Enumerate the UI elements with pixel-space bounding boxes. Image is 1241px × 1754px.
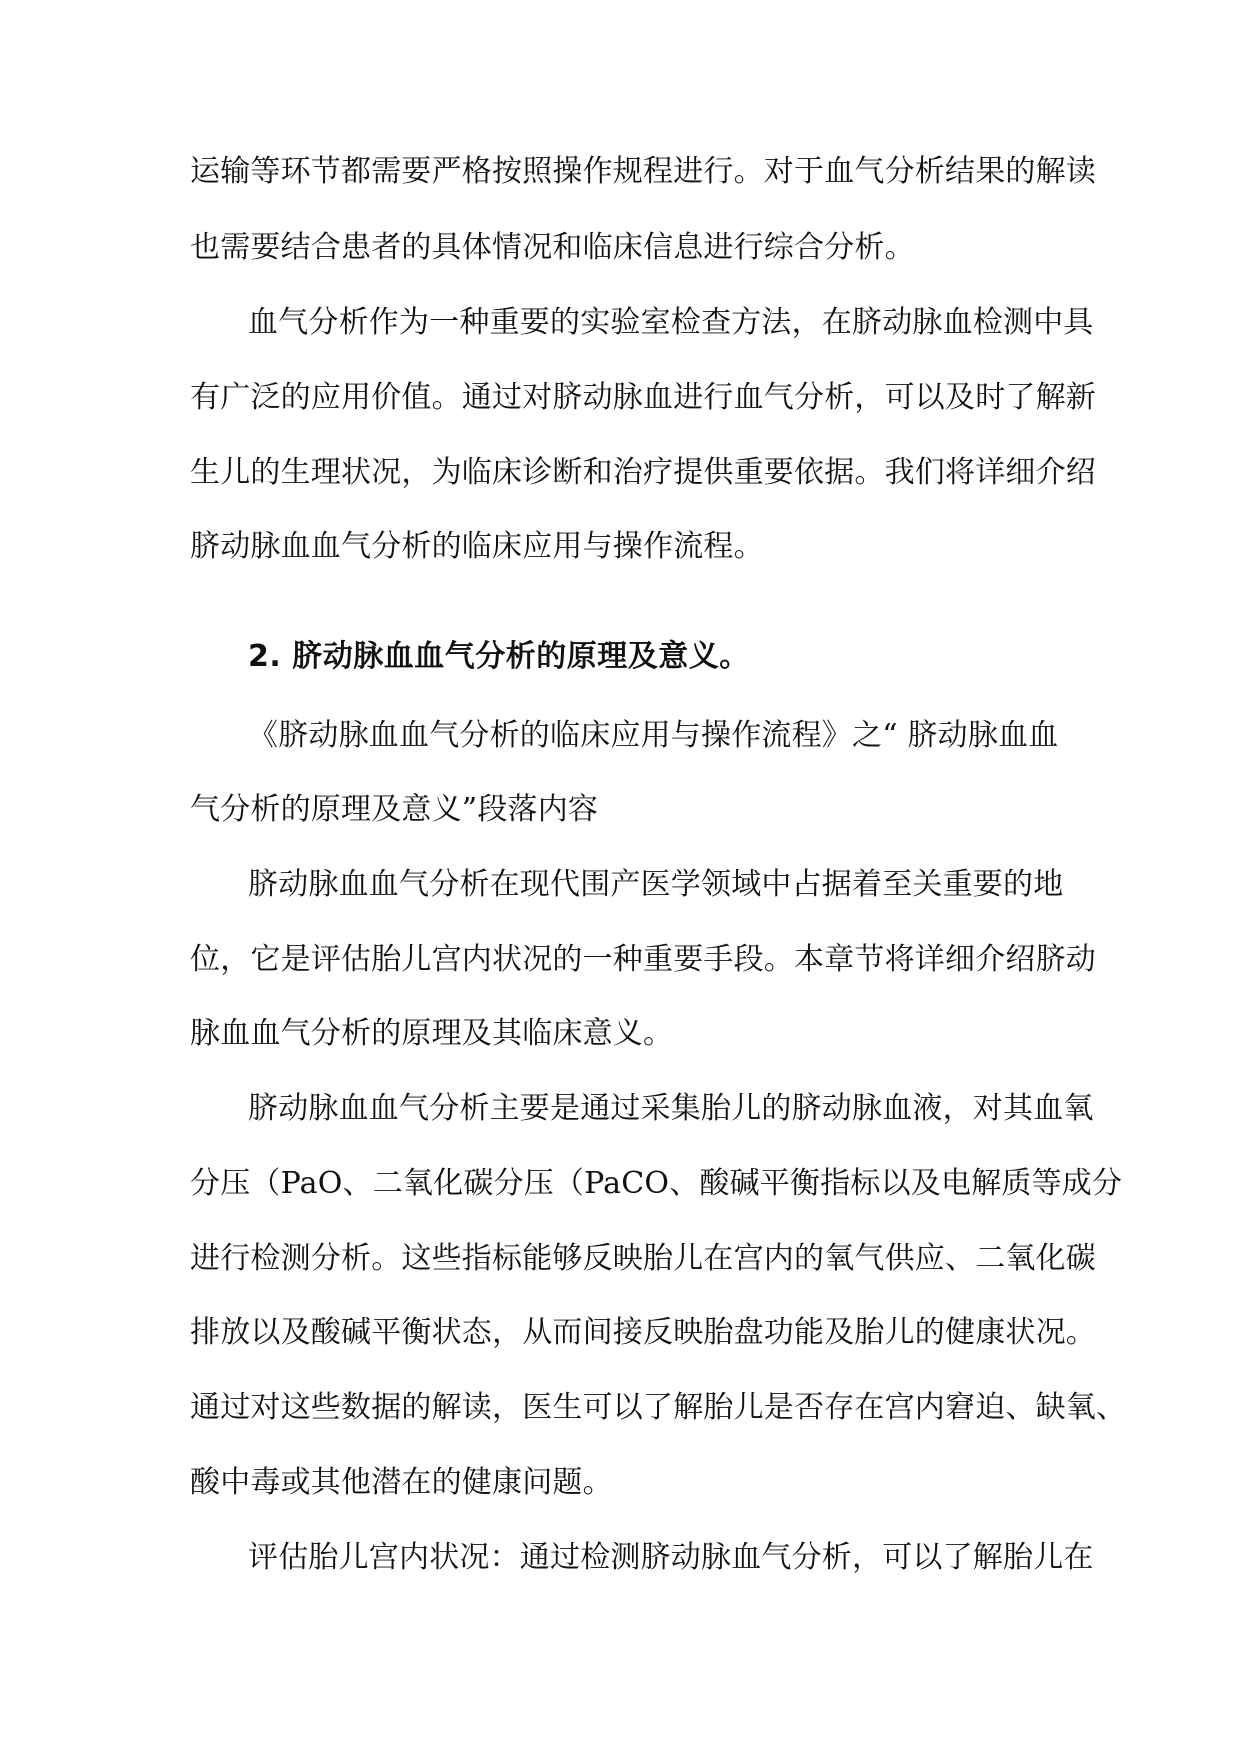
text-line: 生儿的生理状况，为临床诊断和治疗提供重要依据。我们将详细介绍 xyxy=(190,455,1096,490)
paragraph-first-line: 脐动脉血血气分析在现代围产医学领域中占据着至关重要的地 xyxy=(248,867,1064,902)
text-line: 气分析的原理及意义”段落内容 xyxy=(190,792,599,827)
text-line: 运输等环节都需要严格按照操作规程进行。对于血气分析结果的解读 xyxy=(190,154,1096,189)
paragraph-first-line: 评估胎儿宫内状况：通过检测脐动脉血气分析，可以了解胎儿在 xyxy=(248,1540,1094,1575)
text-line: 酸中毒或其他潜在的健康问题。 xyxy=(190,1465,613,1500)
text-line: 有广泛的应用价值。通过对脐动脉血进行血气分析，可以及时了解新 xyxy=(190,380,1096,415)
text-line: 脐动脉血血气分析的临床应用与操作流程。 xyxy=(190,529,764,564)
paragraph-first-line: 脐动脉血血气分析主要是通过采集胎儿的脐动脉血液，对其血氧 xyxy=(248,1091,1094,1126)
text-line: 也需要结合患者的具体情况和临床信息进行综合分析。 xyxy=(190,230,915,265)
text-line: 排放以及酸碱平衡状态，从而间接反映胎盘功能及胎儿的健康状况。 xyxy=(190,1315,1096,1350)
paragraph-first-line: 血气分析作为一种重要的实验室检查方法，在脐动脉血检测中具 xyxy=(248,305,1094,340)
paragraph-first-line: 《脐动脉血血气分析的临床应用与操作流程》之“ 脐动脉血血 xyxy=(248,718,1059,753)
text-line: 脉血血气分析的原理及其临床意义。 xyxy=(190,1016,674,1051)
text-line: 分压（PaO、二氧化碳分压（PaCO、酸碱平衡指标以及电解质等成分 xyxy=(190,1166,1123,1201)
text-line: 位，它是评估胎儿宫内状况的一种重要手段。本章节将详细介绍脐动 xyxy=(190,942,1096,977)
text-line: 通过对这些数据的解读，医生可以了解胎儿是否存在宫内窘迫、缺氧、 xyxy=(190,1390,1127,1425)
text-line: 进行检测分析。这些指标能够反映胎儿在宫内的氧气供应、二氧化碳 xyxy=(190,1241,1096,1276)
section-heading: 2. 脐动脉血血气分析的原理及意义。 xyxy=(248,639,750,674)
